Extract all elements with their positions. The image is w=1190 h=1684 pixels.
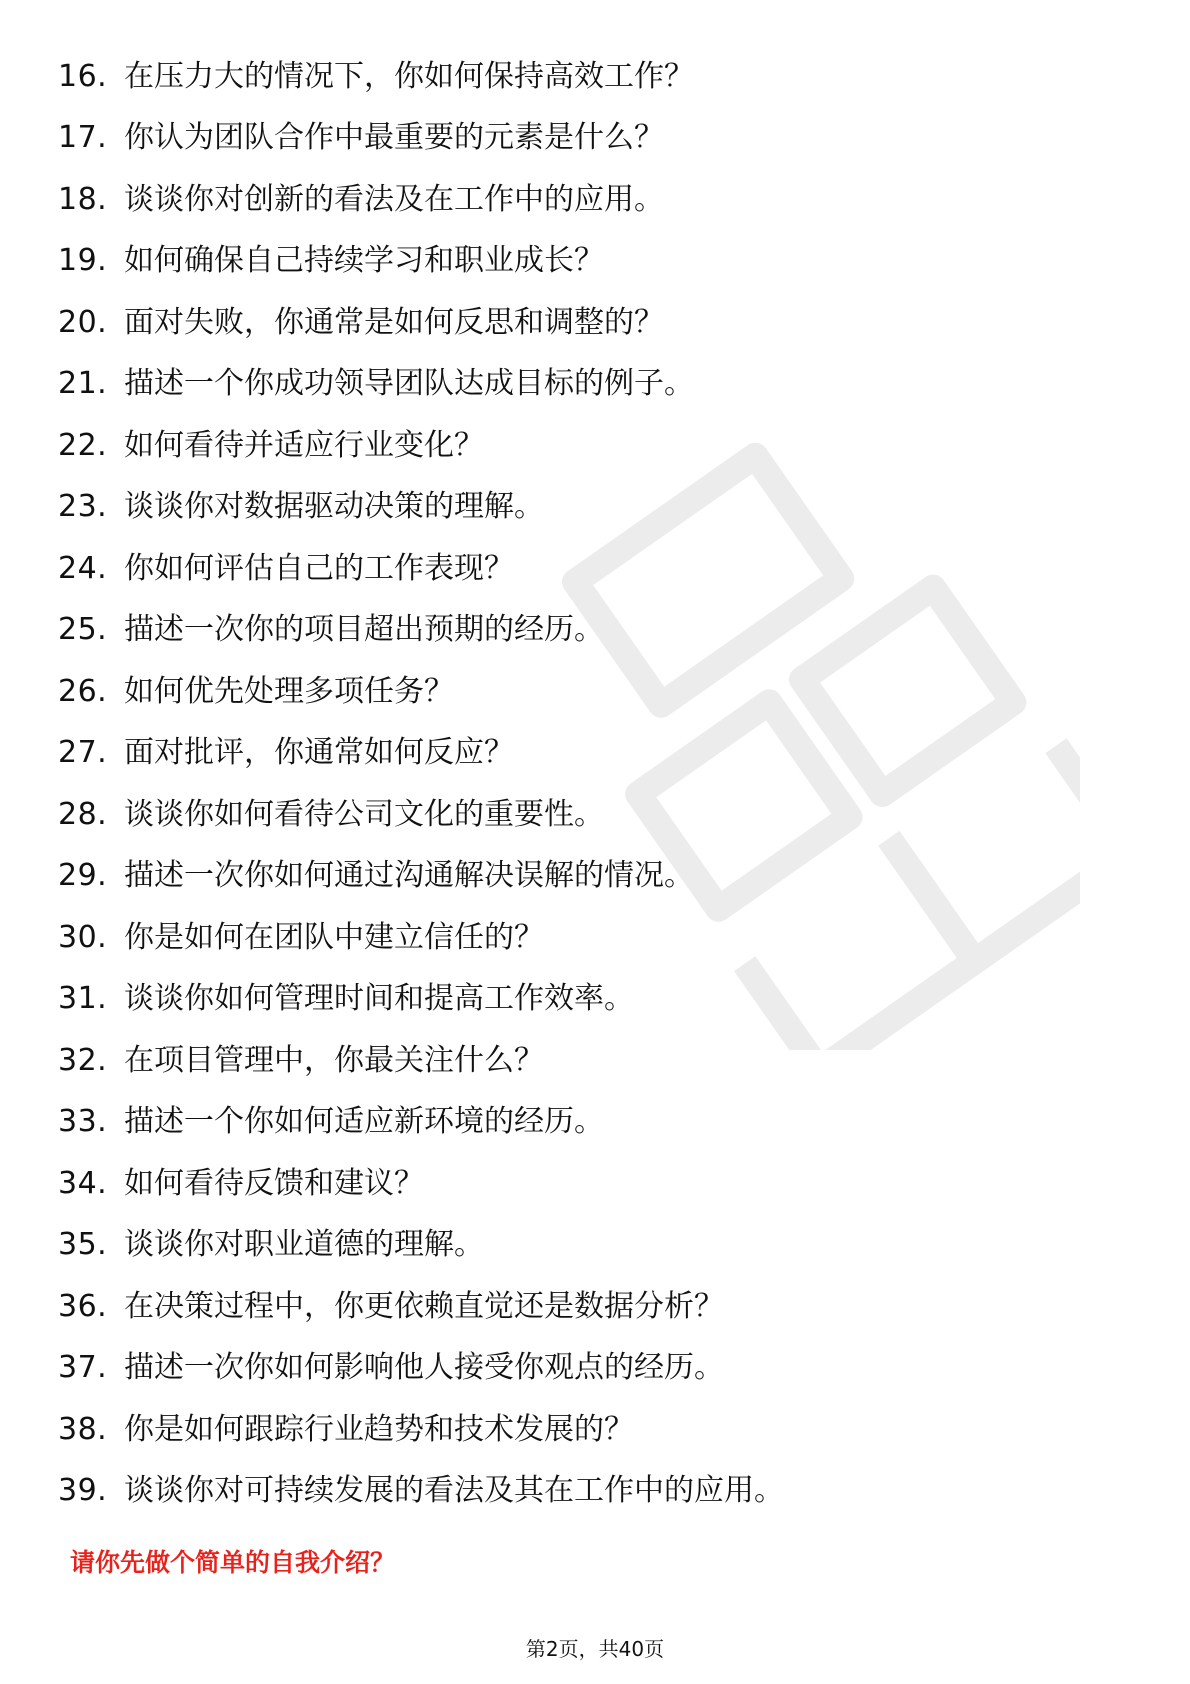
list-item (58, 661, 1138, 723)
list-item (58, 169, 1138, 231)
question-text: 如何确保自己持续学习和职业成长？ (124, 243, 604, 279)
list-item (58, 723, 1138, 785)
list-item (58, 1092, 1138, 1154)
page-footer: 第2页，共40页 (525, 1637, 665, 1661)
question-text: 描述一次你如何影响他人接受你观点的经历。 (124, 1350, 724, 1386)
question-text: 描述一次你如何通过沟通解决误解的情况。 (124, 858, 694, 894)
question-number: 38. (58, 1411, 108, 1447)
question-number: 27. (58, 735, 108, 771)
list-item (58, 1399, 1138, 1461)
question-number: 19. (58, 243, 108, 279)
list-item (58, 1338, 1138, 1400)
section-heading: 请你先做个简单的自我介绍？ (70, 1548, 396, 1577)
question-text: 谈谈你对职业道德的理解。 (124, 1227, 484, 1263)
list-item (58, 1276, 1138, 1338)
question-number: 26. (58, 673, 108, 709)
question-number: 21. (58, 366, 108, 402)
question-number: 34. (58, 1165, 108, 1201)
list-item (58, 969, 1138, 1031)
question-number: 36. (58, 1288, 108, 1324)
question-text: 谈谈你如何管理时间和提高工作效率。 (124, 981, 634, 1017)
question-text: 你如何评估自己的工作表现？ (124, 550, 514, 586)
question-number: 20. (58, 304, 108, 340)
list-item (58, 1461, 1138, 1523)
question-number: 29. (58, 858, 108, 894)
list-item (58, 538, 1138, 600)
question-text: 在压力大的情况下，你如何保持高效工作？ (124, 58, 694, 94)
list-item (58, 846, 1138, 908)
question-text: 你是如何在团队中建立信任的？ (124, 919, 544, 955)
question-text: 谈谈你对可持续发展的看法及其在工作中的应用。 (124, 1473, 784, 1509)
question-list (58, 46, 1138, 1522)
question-number: 24. (58, 550, 108, 586)
list-item (58, 1153, 1138, 1215)
question-text: 在项目管理中，你最关注什么？ (124, 1042, 544, 1078)
question-number: 16. (58, 58, 108, 94)
question-text: 你认为团队合作中最重要的元素是什么？ (124, 120, 664, 156)
question-number: 17. (58, 120, 108, 156)
question-number: 23. (58, 489, 108, 525)
question-text: 描述一个你如何适应新环境的经历。 (124, 1104, 604, 1140)
question-text: 谈谈你对创新的看法及在工作中的应用。 (124, 181, 664, 217)
list-item (58, 231, 1138, 293)
question-number: 32. (58, 1042, 108, 1078)
list-item (58, 415, 1138, 477)
question-number: 31. (58, 981, 108, 1017)
list-item (58, 907, 1138, 969)
list-item (58, 108, 1138, 170)
question-number: 33. (58, 1104, 108, 1140)
list-item (58, 1215, 1138, 1277)
question-number: 37. (58, 1350, 108, 1386)
question-text: 面对批评，你通常如何反应？ (124, 735, 514, 771)
question-number: 28. (58, 796, 108, 832)
list-item (58, 292, 1138, 354)
question-number: 18. (58, 181, 108, 217)
list-item (58, 1030, 1138, 1092)
list-item (58, 46, 1138, 108)
question-text: 谈谈你对数据驱动决策的理解。 (124, 489, 544, 525)
list-item (58, 477, 1138, 539)
question-number: 35. (58, 1227, 108, 1263)
question-text: 你是如何跟踪行业趋势和技术发展的？ (124, 1411, 634, 1447)
question-number: 30. (58, 919, 108, 955)
question-text: 如何看待反馈和建议？ (124, 1165, 424, 1201)
question-text: 如何看待并适应行业变化？ (124, 427, 484, 463)
question-text: 面对失败，你通常是如何反思和调整的？ (124, 304, 664, 340)
question-text: 谈谈你如何看待公司文化的重要性。 (124, 796, 604, 832)
list-item (58, 600, 1138, 662)
question-text: 在决策过程中，你更依赖直觉还是数据分析？ (124, 1288, 724, 1324)
question-number: 22. (58, 427, 108, 463)
question-text: 如何优先处理多项任务？ (124, 673, 454, 709)
question-number: 25. (58, 612, 108, 648)
question-text: 描述一次你的项目超出预期的经历。 (124, 612, 604, 648)
question-number: 39. (58, 1473, 108, 1509)
question-text: 描述一个你成功领导团队达成目标的例子。 (124, 366, 694, 402)
list-item (58, 784, 1138, 846)
list-item (58, 354, 1138, 416)
